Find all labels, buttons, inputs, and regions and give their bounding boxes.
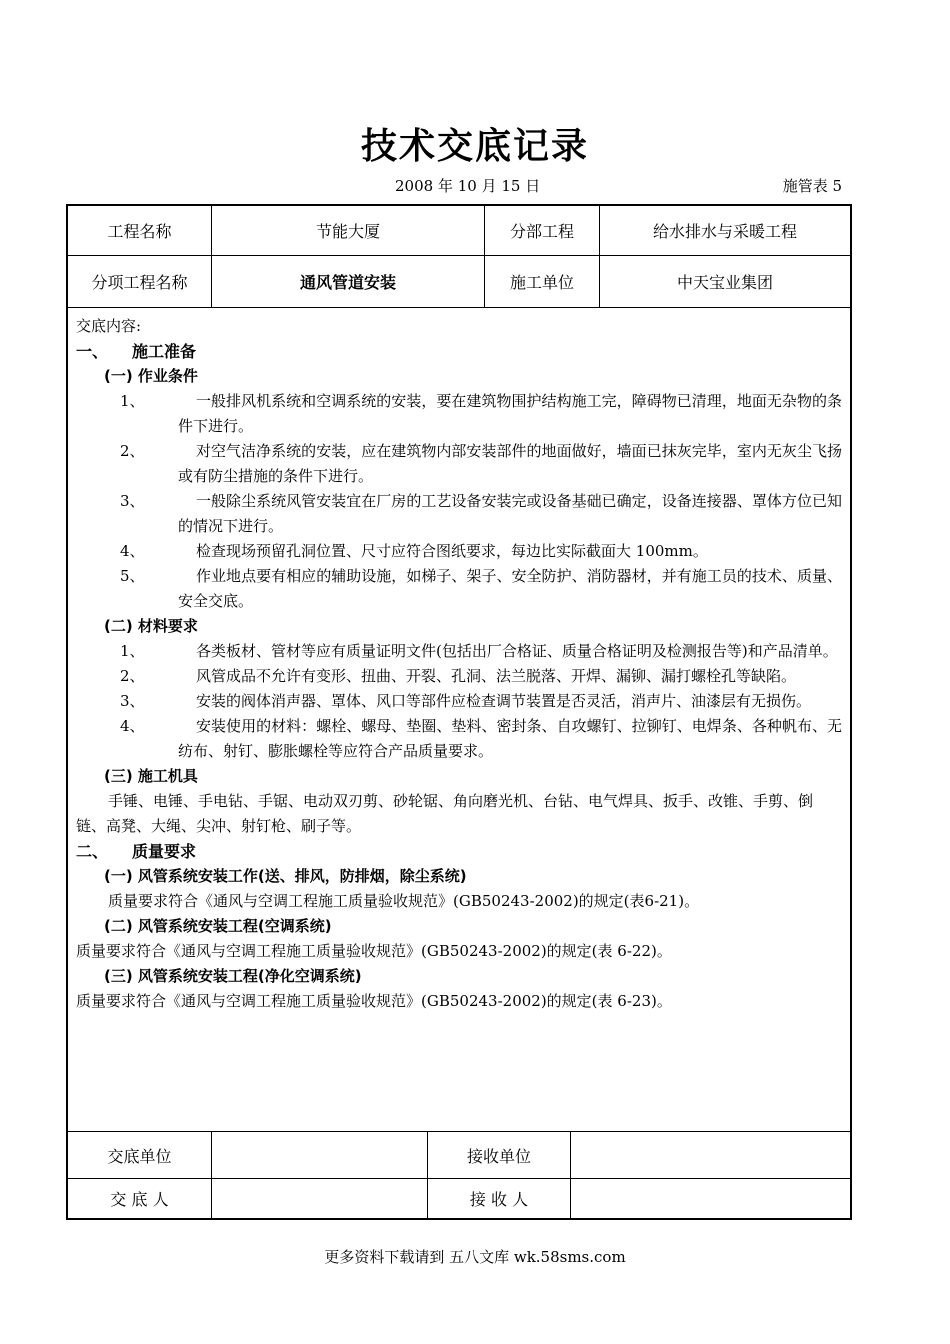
item-number: 2、 xyxy=(120,667,145,685)
construction-unit-label: 施工单位 xyxy=(509,273,574,292)
item-number: 1、 xyxy=(120,642,145,660)
section-number: 一、 xyxy=(76,342,109,361)
item-text: 一般排风机系统和空调系统的安装，要在建筑物围护结构施工完，障碍物已清理，地面无杂物的条件下进行。 xyxy=(178,392,842,435)
project-name-label: 工程名称 xyxy=(107,222,172,241)
item-text: 作业地点要有相应的辅助设施，如梯子、架子、安全防护、消防器材，并有施工员的技术、质量、安全交底。 xyxy=(178,567,842,610)
item-number: 2、 xyxy=(120,442,145,460)
item-text: 安装使用的材料：螺栓、螺母、垫圈、垫料、密封条、自攻螺钉、拉铆钉、电焊条、各种帆布、无纺布、射钉、膨胀螺栓等应符合产品质量要求。 xyxy=(178,717,842,760)
receiving-unit-label: 接收单位 xyxy=(466,1146,531,1166)
quality-text: 质量要求符合《通风与空调工程施工质量验收规范》(GB50243-2002)的规定(表6-21)。 xyxy=(108,892,700,910)
record-table xyxy=(66,204,852,1220)
construction-unit-value: 中天宝业集团 xyxy=(676,273,773,292)
item-number: 4、 xyxy=(120,542,145,560)
subsection-heading: (三) 风管系统安装工程(净化空调系统) xyxy=(104,967,362,985)
document-title: 技术交底记录 xyxy=(360,126,589,167)
handover-person-field[interactable] xyxy=(212,1179,427,1218)
section-title: 质量要求 xyxy=(132,842,197,861)
item-number: 1、 xyxy=(120,392,145,410)
list-item xyxy=(76,664,842,689)
subsection-heading: (二) 风管系统安装工程(空调系统) xyxy=(104,917,332,935)
handover-person-label: 交 底 人 xyxy=(110,1190,169,1209)
quality-text: 质量要求符合《通风与空调工程施工质量验收规范》(GB50243-2002)的规定(表 6-22)。 xyxy=(76,942,672,960)
item-text: 安装的阀体消声器、罩体、风口等部件应检查调节装置是否灵活，消声片、油漆层有无损伤。 xyxy=(196,692,812,710)
item-text: 检查现场预留孔洞位置、尺寸应符合图纸要求，每边比实际截面大 100mm。 xyxy=(196,542,708,560)
item-number: 4、 xyxy=(120,717,145,735)
item-number: 3、 xyxy=(120,492,145,510)
list-item xyxy=(76,439,842,489)
item-text: 风管成品不允许有变形、扭曲、开裂、孔洞、法兰脱落、开焊、漏铆、漏打螺栓孔等缺陷。 xyxy=(196,667,797,685)
quality-text: 质量要求符合《通风与空调工程施工质量验收规范》(GB50243-2002)的规定(表 6-23)。 xyxy=(76,992,672,1010)
subitem-label: 分项工程名称 xyxy=(91,273,188,292)
section-heading xyxy=(76,839,842,864)
list-item xyxy=(76,389,842,439)
project-name-value: 节能大厦 xyxy=(315,222,380,241)
receiver-field[interactable] xyxy=(571,1179,850,1218)
item-text: 对空气洁净系统的安装，应在建筑物内部安装部件的地面做好，墙面已抹灰完毕，室内无灰尘飞扬或有防尘措施的条件下进行。 xyxy=(178,442,842,485)
subsection-heading: (三) 施工机具 xyxy=(104,767,198,785)
item-text: 各类板材、管材等应有质量证明文件(包括出厂合格证、质量合格证明及检测报告等)和产品清单。 xyxy=(196,642,838,660)
list-item xyxy=(76,714,842,764)
list-item xyxy=(76,689,842,714)
footer-note: 更多资料下载请到 五八文库 wk.58sms.com xyxy=(324,1248,626,1266)
list-item xyxy=(76,539,842,564)
item-text: 一般除尘系统风管安装宜在厂房的工艺设备安装完或设备基础已确定，设备连接器、罩体方位已知的情况下进行。 xyxy=(178,492,842,535)
content-intro: 交底内容: xyxy=(76,317,142,335)
handover-content xyxy=(76,314,842,1014)
form-number: 施管表 5 xyxy=(782,177,842,195)
document-date: 2008 年 10 月 15 日 xyxy=(395,177,541,195)
list-item xyxy=(76,639,842,664)
list-item xyxy=(76,564,842,614)
handover-unit-label: 交底单位 xyxy=(107,1146,172,1166)
receiver-label: 接 收 人 xyxy=(469,1190,529,1209)
section-title: 施工准备 xyxy=(132,342,197,361)
section-heading xyxy=(76,339,842,364)
item-number: 3、 xyxy=(120,692,145,710)
list-item xyxy=(76,489,842,539)
subsection-heading: (二) 材料要求 xyxy=(104,617,198,635)
item-number: 5、 xyxy=(120,567,145,585)
receiving-unit-field[interactable] xyxy=(571,1132,850,1178)
tools-text: 手锤、电锤、手电钻、手锯、电动双刃剪、砂轮锯、角向磨光机、台钻、电气焊具、扳手、改锥、手剪、倒链、高凳、大绳、尖冲、射钉枪、刷子等。 xyxy=(76,792,814,835)
subsection-heading: (一) 风管系统安装工作(送、排风，防排烟，除尘系统) xyxy=(104,867,467,885)
section-number: 二、 xyxy=(76,842,109,861)
subitem-value: 通风管道安装 xyxy=(299,273,396,292)
division-value: 给水排水与采暖工程 xyxy=(652,222,797,241)
subsection-heading: (一) 作业条件 xyxy=(104,367,198,385)
division-label: 分部工程 xyxy=(509,222,574,241)
handover-unit-field[interactable] xyxy=(212,1132,427,1178)
